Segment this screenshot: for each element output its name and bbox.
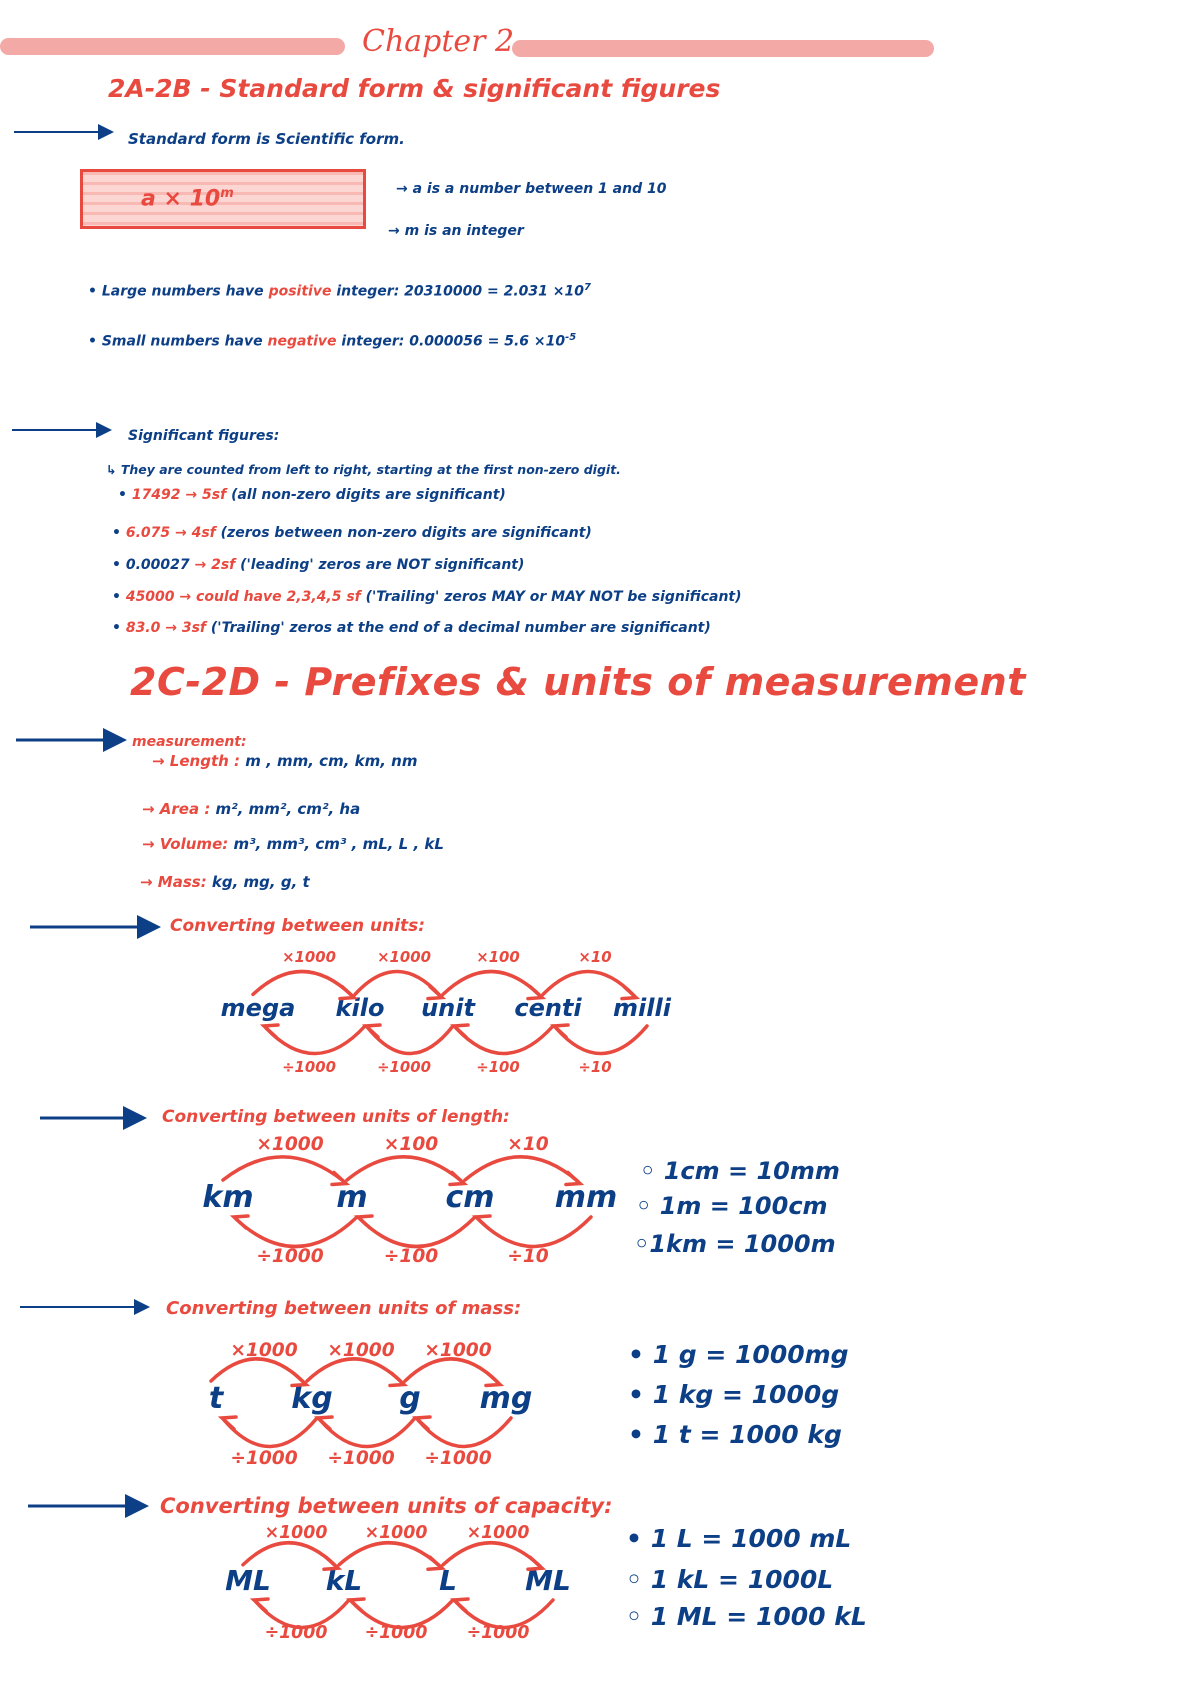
capacity-fact-1: • 1 L = 1000 mL xyxy=(626,1524,852,1553)
conv-0-mult-label-0: ×1000 xyxy=(282,948,336,966)
large-word: positive xyxy=(268,283,332,300)
conv-2-div-label-1: ÷1000 xyxy=(327,1448,395,1469)
conv-3-div-label-0: ÷1000 xyxy=(264,1623,328,1643)
conv-0-div-arc-2 xyxy=(456,1026,553,1054)
conv-0-unit-3: centi xyxy=(514,994,582,1022)
conv-2-mult-arc-1 xyxy=(307,1359,402,1383)
conv-1-div-label-1: ÷100 xyxy=(383,1246,439,1267)
conv-2-mult-label-2: ×1000 xyxy=(424,1340,492,1361)
conv-0-div-label-3: ÷10 xyxy=(578,1058,612,1076)
mass-fact-2: • 1 kg = 1000g xyxy=(628,1380,840,1409)
large-pre: Large numbers have xyxy=(101,283,269,300)
conv-3-mult-label-0: ×1000 xyxy=(264,1523,328,1543)
formula-base: a × 10 xyxy=(141,186,221,212)
conv-2-mult-arc-0-head xyxy=(292,1374,306,1386)
conv-3-div-label-2: ÷1000 xyxy=(466,1623,530,1643)
small-word: negative xyxy=(267,333,337,350)
section2-heading: 2C-2D - Prefixes & units of measurement xyxy=(130,660,1026,704)
conv-1-div-arc-1 xyxy=(360,1217,475,1247)
conv-2-unit-1: kg xyxy=(291,1381,333,1416)
small-pre: Small numbers have xyxy=(101,333,268,350)
conv-2-mult-label-0: ×1000 xyxy=(230,1340,298,1361)
sig-figs-title: Significant figures: xyxy=(128,428,280,444)
measurement-length: → Length : m , mm, cm, km, nm xyxy=(152,752,418,770)
section1-heading: 2A-2B - Standard form & significant figures xyxy=(108,74,721,103)
formula-note-1-text: a is a number between 1 and 10 xyxy=(412,181,667,197)
conv-0-mult-arc-0-head xyxy=(340,987,354,999)
length-fact-2: ◦ 1m = 100cm xyxy=(636,1192,828,1220)
length-fact-1: ◦ 1cm = 10mm xyxy=(640,1157,840,1185)
conv-1-mult-label-1: ×100 xyxy=(383,1134,439,1155)
conv-1-mult-arc-0 xyxy=(223,1157,344,1182)
capacity-fact-3: ◦ 1 ML = 1000 kL xyxy=(626,1602,867,1631)
conversion-title-mass: Converting between units of mass: xyxy=(166,1298,522,1319)
formula-note-2-text: m is an integer xyxy=(404,223,524,239)
sf-example-5: • 83.0 → 3sf ('Trailing' zeros at the end of a decimal number are significant) xyxy=(112,620,711,636)
conv-3-mult-arc-1 xyxy=(339,1543,440,1566)
conv-1-unit-1: m xyxy=(336,1180,368,1215)
conv-1-div-arc-2-head xyxy=(476,1216,490,1228)
conv-2-mult-arc-0 xyxy=(211,1359,304,1383)
conv-1-div-label-0: ÷1000 xyxy=(256,1246,324,1267)
conv-0-unit-0: mega xyxy=(220,994,296,1022)
standard-form-intro: Standard form is Scientific form. xyxy=(128,130,405,148)
measurement-volume: → Volume: m³, mm³, cm³ , mL, L , kL xyxy=(142,835,444,853)
conv-0-unit-4: milli xyxy=(613,994,671,1022)
sf-example-2: • 6.075 → 4sf (zeros between non-zero digits are significant) xyxy=(112,525,592,541)
conv-3-unit-3: ML xyxy=(525,1564,571,1597)
conv-2-unit-2: g xyxy=(399,1381,421,1416)
capacity-fact-2: ◦ 1 kL = 1000L xyxy=(626,1565,834,1594)
conv-1-unit-0: km xyxy=(202,1180,254,1215)
conv-0-div-arc-3 xyxy=(556,1026,647,1054)
conv-1-mult-arc-2 xyxy=(465,1157,578,1182)
conv-1-div-label-2: ÷10 xyxy=(507,1246,549,1267)
measurement-mass: → Mass: kg, mg, g, t xyxy=(140,873,310,891)
conversion-title-length: Converting between units of length: xyxy=(162,1107,510,1127)
conv-0-div-arc-1 xyxy=(368,1026,453,1054)
sf-example-3: • 0.00027 → 2sf ('leading' zeros are NOT significant) xyxy=(112,557,525,573)
conv-0-mult-label-3: ×10 xyxy=(578,948,612,966)
conv-0-div-label-0: ÷1000 xyxy=(282,1058,336,1076)
mass-fact-3: • 1 t = 1000 kg xyxy=(628,1420,842,1449)
conv-0-div-label-1: ÷1000 xyxy=(377,1058,431,1076)
large-post: integer: 20310000 = 2.031 ×10 xyxy=(331,283,584,300)
conv-3-mult-arc-0 xyxy=(243,1543,336,1566)
small-exp: -5 xyxy=(565,332,577,343)
sf-example-1: • 17492 → 5sf (all non-zero digits are significant) xyxy=(118,487,506,503)
conversion-title-units: Converting between units: xyxy=(170,916,426,936)
formula-exponent: m xyxy=(220,186,234,201)
conv-2-div-label-2: ÷1000 xyxy=(424,1448,492,1469)
sig-figs-rule: ↳ They are counted from left to right, starting at the first non-zero digit. xyxy=(106,462,621,477)
chapter-title: Chapter 2 xyxy=(362,24,515,59)
conv-1-div-arc-1-head xyxy=(358,1216,372,1228)
conv-1-div-arc-0 xyxy=(236,1217,357,1247)
conv-0-mult-arc-3 xyxy=(543,971,634,995)
conv-2-mult-arc-2 xyxy=(405,1359,498,1383)
measurement-title: measurement: xyxy=(132,734,247,750)
conv-1-unit-3: mm xyxy=(554,1180,618,1215)
conv-2-mult-arc-2-head xyxy=(486,1374,500,1386)
conv-2-unit-0: t xyxy=(208,1381,224,1416)
conv-0-mult-arc-2-head xyxy=(528,987,542,999)
conv-2-div-arc-0 xyxy=(224,1418,317,1447)
conv-0-mult-label-1: ×1000 xyxy=(377,948,431,966)
conv-0-mult-arc-1 xyxy=(355,971,440,995)
large-exp: 7 xyxy=(583,282,591,293)
conv-3-unit-2: L xyxy=(439,1564,457,1597)
conv-0-unit-1: kilo xyxy=(335,994,385,1022)
conv-1-mult-label-0: ×1000 xyxy=(256,1134,324,1155)
conv-2-div-arc-1 xyxy=(320,1418,415,1447)
measurement-area: → Area : m², mm², cm², ha xyxy=(142,800,361,818)
sf-example-4: • 45000 → could have 2,3,4,5 sf ('Trailing' zeros MAY or MAY NOT be significant) xyxy=(112,589,742,605)
conv-3-unit-1: kL xyxy=(325,1564,363,1597)
conv-0-mult-label-2: ×100 xyxy=(476,948,520,966)
conv-2-mult-arc-1-head xyxy=(390,1374,404,1386)
conv-3-div-label-1: ÷1000 xyxy=(364,1623,428,1643)
conv-1-mult-arc-2-head xyxy=(566,1173,580,1185)
conv-1-mult-arc-0-head xyxy=(332,1173,346,1185)
conv-2-div-arc-2 xyxy=(418,1418,511,1447)
conv-0-unit-2: unit xyxy=(421,994,475,1022)
formula-note-2: → m is an integer xyxy=(388,223,524,239)
large-numbers-line: • Large numbers have positive integer: $20310000 = 2.031 \times 10^7$ xyxy=(88,282,591,300)
sig-figs-rule-text: They are counted from left to right, starting at the first non-zero digit. xyxy=(120,462,621,477)
conv-3-mult-label-2: ×1000 xyxy=(466,1523,530,1543)
conv-3-mult-label-1: ×1000 xyxy=(364,1523,428,1543)
conv-2-div-label-0: ÷1000 xyxy=(230,1448,298,1469)
formula-note-1: → a is a number between 1 and 10 xyxy=(396,181,667,197)
conv-3-mult-arc-2 xyxy=(443,1543,540,1566)
conv-0-div-arc-0 xyxy=(266,1026,365,1054)
conv-1-mult-arc-1 xyxy=(347,1157,462,1182)
small-post: integer: 0.000056 = 5.6 ×10 xyxy=(336,333,566,350)
conv-1-div-arc-2 xyxy=(478,1217,591,1247)
conv-0-div-label-2: ÷100 xyxy=(476,1058,520,1076)
conv-2-mult-label-1: ×1000 xyxy=(327,1340,395,1361)
conv-2-unit-3: mg xyxy=(479,1381,533,1416)
conv-3-unit-0: ML xyxy=(225,1564,271,1597)
conv-1-mult-label-2: ×10 xyxy=(507,1134,549,1155)
conv-1-mult-arc-1-head xyxy=(450,1173,464,1185)
length-fact-3: ◦1km = 1000m xyxy=(634,1230,836,1258)
mass-fact-1: • 1 g = 1000mg xyxy=(628,1340,849,1369)
conversion-title-capacity: Converting between units of capacity: xyxy=(160,1494,613,1518)
conv-1-unit-2: cm xyxy=(445,1180,495,1215)
conv-1-div-arc-0-head xyxy=(234,1216,248,1228)
conv-0-mult-arc-0 xyxy=(253,971,352,995)
conv-0-mult-arc-2 xyxy=(443,971,540,995)
small-numbers-line: • Small numbers have negative integer: $0.000056 = 5.6 \times 10^{-5}$ xyxy=(88,332,577,350)
